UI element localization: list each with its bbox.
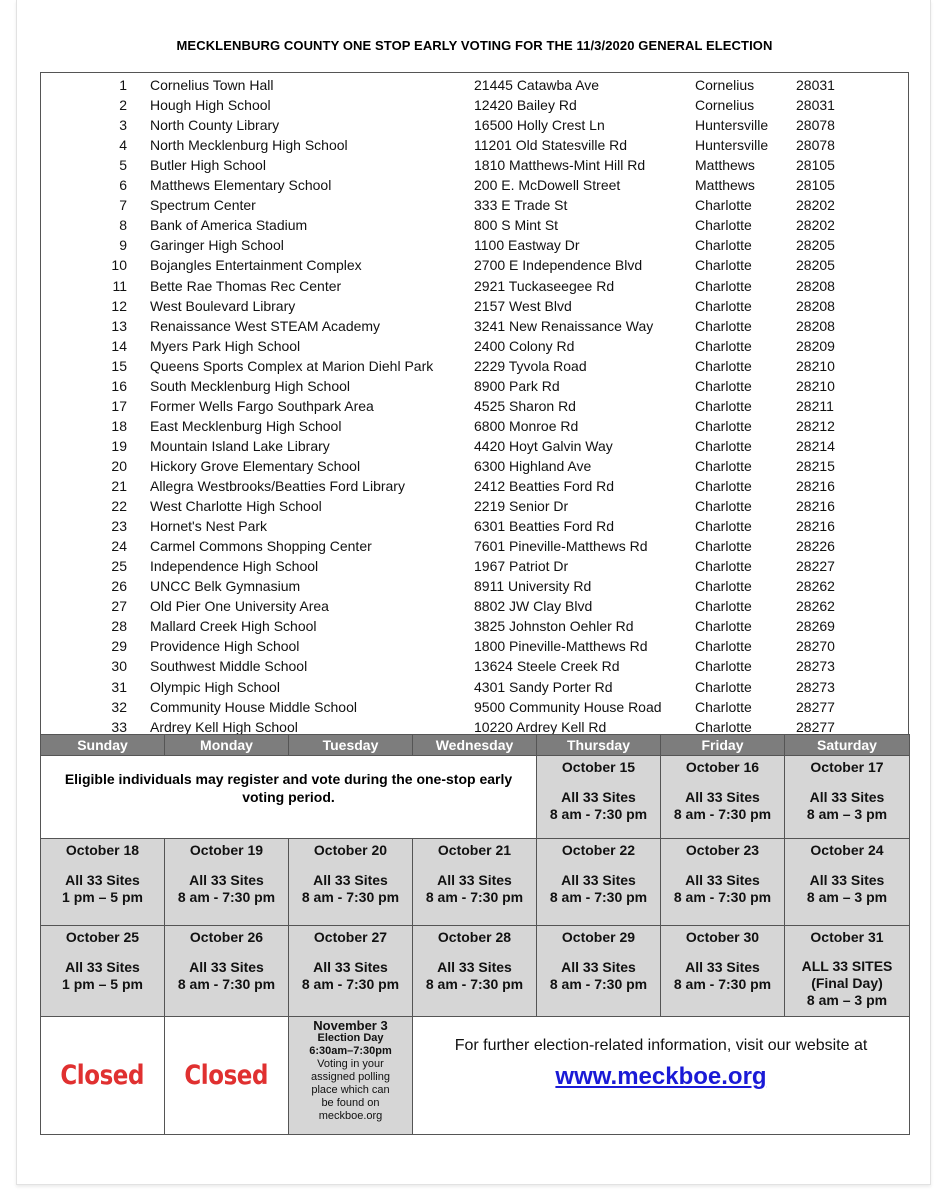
day-date: October 25 (65, 929, 140, 945)
site-row (41, 656, 908, 676)
site-row (41, 135, 908, 155)
site-name: Bette Rae Thomas Rec Center (150, 277, 342, 294)
site-city: Charlotte (695, 578, 752, 595)
site-zip: 28269 (796, 618, 835, 635)
closed-day-cell (165, 1017, 289, 1135)
site-name: Hickory Grove Elementary School (150, 457, 361, 474)
site-number: 27 (111, 598, 127, 615)
site-address: 6300 Highland Ave (474, 457, 592, 474)
site-zip: 28262 (796, 598, 835, 615)
calendar-day-cell (165, 839, 289, 926)
site-address: 13624 Steele Creek Rd (474, 658, 620, 675)
day-date: October 31 (810, 929, 884, 945)
site-zip: 28277 (796, 718, 835, 735)
site-city: Charlotte (695, 217, 752, 234)
site-zip: 28214 (796, 437, 835, 454)
day-sites: All 33 Sites (561, 789, 636, 805)
day-hours: 8 am - 7:30 pm (673, 806, 772, 822)
site-city: Charlotte (695, 457, 752, 474)
day-sites: All 33 Sites (809, 789, 885, 805)
site-city: Charlotte (695, 377, 752, 394)
site-number: 10 (111, 257, 127, 274)
day-sites: All 33 Sites (65, 959, 140, 975)
site-zip: 28202 (796, 197, 835, 214)
site-city: Charlotte (695, 478, 752, 494)
site-city: Charlotte (695, 337, 752, 354)
site-city: Charlotte (695, 317, 752, 334)
calendar-day-cell (413, 926, 537, 1017)
calendar-week-row (41, 926, 910, 1017)
calendar-week-row (41, 1017, 910, 1135)
site-name: Garinger High School (150, 237, 284, 254)
site-row (41, 215, 908, 235)
election-day-date: November 3 (313, 1018, 388, 1033)
day-date: October 20 (313, 842, 388, 858)
site-name: Carmel Commons Shopping Center (150, 538, 372, 555)
site-zip: 28105 (796, 177, 835, 194)
info-cell (413, 1017, 910, 1135)
site-address: 12420 Bailey Rd (474, 97, 577, 114)
site-row (41, 336, 908, 356)
day-extra: (Final Day) (811, 975, 883, 991)
site-number: 33 (111, 718, 127, 735)
site-city: Huntersville (695, 137, 769, 154)
site-zip: 28078 (796, 117, 835, 134)
day-hours: 8 am - 7:30 pm (301, 889, 400, 905)
site-address: 2229 Tyvola Road (474, 357, 587, 374)
site-name: Ardrey Kell High School (150, 718, 298, 735)
site-number: 23 (111, 518, 127, 535)
day-header: Friday (661, 735, 785, 756)
day-hours: 1 pm – 5 pm (62, 976, 143, 992)
site-address: 21445 Catawba Ave (474, 77, 600, 93)
site-name: Queens Sports Complex at Marion Diehl Park (150, 357, 434, 374)
site-name: Myers Park High School (150, 337, 301, 354)
site-zip: 28216 (796, 518, 835, 535)
site-number: 25 (111, 558, 127, 575)
site-number: 12 (111, 297, 127, 314)
site-number: 3 (119, 117, 127, 134)
site-address: 8802 JW Clay Blvd (474, 598, 593, 615)
day-sites: All 33 Sites (65, 872, 140, 888)
site-number: 1 (119, 77, 127, 93)
day-header-row (41, 735, 910, 756)
day-date: October 19 (189, 842, 264, 858)
calendar-week-row (41, 756, 910, 839)
day-sites: All 33 Sites (437, 959, 512, 975)
day-sites: All 33 Sites (685, 872, 760, 888)
site-city: Charlotte (695, 277, 752, 294)
site-city: Charlotte (695, 397, 752, 414)
calendar-day-cell (165, 926, 289, 1017)
site-number: 30 (111, 658, 127, 675)
site-zip: 28031 (796, 97, 835, 114)
site-zip: 28208 (796, 277, 835, 294)
day-hours: 8 am - 7:30 pm (549, 976, 648, 992)
site-address: 4420 Hoyt Galvin Way (474, 437, 613, 454)
calendar-day-cell (537, 926, 661, 1017)
day-hours: 8 am - 7:30 pm (301, 976, 400, 992)
site-row (41, 576, 908, 596)
site-row (41, 697, 908, 717)
site-name: Bank of America Stadium (150, 217, 308, 234)
site-address: 2700 E Independence Blvd (474, 257, 643, 274)
day-sites: All 33 Sites (561, 872, 636, 888)
day-hours: 8 am - 7:30 pm (177, 889, 276, 905)
site-number: 26 (111, 578, 127, 595)
early-voting-calendar (40, 734, 910, 1135)
day-sites: All 33 Sites (809, 872, 885, 888)
site-address: 3241 New Renaissance Way (474, 317, 654, 334)
site-zip: 28273 (796, 678, 835, 695)
site-address: 11201 Old Statesville Rd (474, 137, 628, 154)
site-name: Olympic High School (150, 678, 280, 695)
calendar-week-row (41, 839, 910, 926)
site-address: 1100 Eastway Dr (474, 237, 580, 254)
site-name: Old Pier One University Area (150, 598, 329, 615)
site-number: 28 (111, 618, 127, 635)
site-name: Cornelius Town Hall (150, 77, 274, 93)
site-address: 2157 West Blvd (474, 297, 572, 314)
site-number: 4 (119, 137, 127, 154)
site-zip: 28215 (796, 457, 835, 474)
site-row (41, 496, 908, 516)
calendar-day-cell (785, 756, 910, 839)
site-address: 9500 Community House Road (474, 698, 662, 715)
election-day-note: Voting in your assigned polling place which can be found on meckboe.org (311, 1058, 390, 1122)
day-hours: 8 am - 7:30 pm (425, 976, 524, 992)
site-name: North Mecklenburg High School (150, 137, 348, 154)
day-sites: ALL 33 SITES (801, 958, 893, 974)
site-city: Charlotte (695, 197, 752, 214)
site-address: 10220 Ardrey Kell Rd (474, 718, 607, 735)
site-zip: 28210 (796, 377, 835, 394)
site-address: 1800 Pineville-Matthews Rd (474, 638, 648, 655)
site-number: 7 (119, 197, 127, 214)
site-city: Charlotte (695, 417, 752, 434)
site-number: 21 (111, 478, 127, 494)
site-name: West Charlotte High School (150, 498, 322, 515)
site-row (41, 516, 908, 536)
day-sites: All 33 Sites (189, 959, 264, 975)
day-hours: 8 am – 3 pm (806, 992, 888, 1008)
site-row (41, 155, 908, 175)
site-name: Mountain Island Lake Library (150, 437, 330, 454)
day-sites: All 33 Sites (313, 959, 388, 975)
website-link[interactable]: www.meckboe.org (555, 1063, 767, 1090)
calendar-day-cell (661, 839, 785, 926)
site-name: Southwest Middle School (150, 658, 308, 675)
site-city: Charlotte (695, 498, 752, 515)
day-hours: 8 am - 7:30 pm (549, 806, 648, 822)
day-sites: All 33 Sites (437, 872, 512, 888)
site-city: Charlotte (695, 257, 752, 274)
site-city: Charlotte (695, 618, 752, 635)
day-date: October 21 (437, 842, 512, 858)
site-row (41, 175, 908, 195)
site-number: 16 (111, 377, 127, 394)
calendar-day-cell (289, 839, 413, 926)
site-name: Bojangles Entertainment Complex (150, 257, 362, 274)
site-zip: 28216 (796, 498, 835, 515)
calendar-day-cell (785, 926, 910, 1017)
site-address: 16500 Holly Crest Ln (474, 117, 605, 134)
site-zip: 28205 (796, 237, 835, 254)
site-address: 6301 Beatties Ford Rd (474, 518, 615, 535)
site-city: Charlotte (695, 297, 752, 314)
site-row (41, 316, 908, 336)
site-zip: 28031 (796, 77, 835, 93)
site-city: Matthews (695, 177, 755, 194)
site-zip: 28208 (796, 297, 835, 314)
site-row (41, 75, 908, 95)
site-row (41, 556, 908, 576)
day-header: Monday (165, 735, 289, 756)
calendar-day-cell (413, 839, 537, 926)
day-date: October 16 (685, 759, 760, 775)
site-number: 29 (111, 638, 127, 655)
site-city: Charlotte (695, 658, 752, 675)
site-city: Charlotte (695, 698, 752, 715)
day-header: Sunday (41, 735, 165, 756)
site-name: Mallard Creek High School (150, 618, 317, 635)
site-city: Cornelius (695, 77, 755, 93)
site-zip: 28227 (796, 558, 835, 575)
site-address: 200 E. McDowell Street (474, 177, 621, 194)
site-zip: 28277 (796, 698, 835, 715)
site-number: 2 (119, 97, 127, 114)
site-row (41, 255, 908, 275)
site-number: 14 (111, 337, 127, 354)
calendar-day-cell (661, 756, 785, 839)
calendar-day-cell (537, 756, 661, 839)
site-zip: 28202 (796, 217, 835, 234)
day-hours: 1 pm – 5 pm (62, 889, 143, 905)
site-name: Matthews Elementary School (150, 177, 332, 194)
day-date: October 26 (189, 929, 264, 945)
site-number: 11 (112, 277, 127, 294)
site-number: 15 (111, 357, 127, 374)
site-row (41, 616, 908, 636)
day-header: Thursday (537, 735, 661, 756)
site-city: Charlotte (695, 638, 752, 655)
site-name: Community House Middle School (150, 698, 357, 715)
site-city: Charlotte (695, 558, 752, 575)
site-row (41, 396, 908, 416)
day-date: October 17 (810, 759, 884, 775)
site-row (41, 536, 908, 556)
day-sites: All 33 Sites (685, 789, 760, 805)
site-city: Huntersville (695, 117, 769, 134)
site-number: 8 (119, 217, 127, 234)
day-sites: All 33 Sites (561, 959, 636, 975)
site-city: Charlotte (695, 357, 752, 374)
site-number: 17 (111, 397, 127, 414)
site-number: 18 (111, 417, 127, 434)
site-zip: 28270 (796, 638, 835, 655)
site-zip: 28078 (796, 137, 835, 154)
site-name: UNCC Belk Gymnasium (150, 578, 301, 595)
site-name: Providence High School (150, 638, 300, 655)
voting-sites-list (40, 72, 909, 735)
site-city: Charlotte (695, 518, 752, 535)
day-header: Saturday (785, 735, 910, 756)
site-address: 333 E Trade St (474, 197, 568, 214)
site-name: North County Library (150, 117, 280, 134)
site-row (41, 356, 908, 376)
day-header: Tuesday (289, 735, 413, 756)
election-day-label: Election Day (317, 1032, 384, 1044)
day-date: October 28 (437, 929, 512, 945)
closed-label: Closed (184, 1060, 269, 1091)
election-day-cell (289, 1017, 413, 1135)
site-row (41, 276, 908, 296)
calendar-day-cell (537, 839, 661, 926)
site-zip: 28216 (796, 478, 835, 494)
calendar-day-cell (661, 926, 785, 1017)
day-sites: All 33 Sites (313, 872, 388, 888)
day-date: October 29 (561, 929, 636, 945)
site-row (41, 636, 908, 656)
site-number: 9 (119, 237, 127, 254)
site-address: 2921 Tuckaseegee Rd (474, 277, 615, 294)
site-zip: 28212 (796, 417, 835, 434)
site-row (41, 235, 908, 255)
site-address: 2219 Senior Dr (474, 498, 569, 515)
calendar-day-cell (785, 839, 910, 926)
site-number: 20 (111, 457, 127, 474)
site-name: East Mecklenburg High School (150, 417, 342, 434)
site-zip: 28208 (796, 317, 835, 334)
site-address: 1810 Matthews-Mint Hill Rd (474, 157, 646, 174)
site-address: 1967 Patriot Dr (474, 558, 569, 575)
site-zip: 28226 (796, 538, 835, 555)
site-address: 800 S Mint St (474, 217, 559, 234)
day-sites: All 33 Sites (189, 872, 264, 888)
election-day-hours: 6:30am–7:30pm (309, 1045, 392, 1057)
site-row (41, 436, 908, 456)
day-hours: 8 am - 7:30 pm (177, 976, 276, 992)
site-number: 19 (111, 437, 127, 454)
day-hours: 8 am - 7:30 pm (549, 889, 648, 905)
site-name: Spectrum Center (150, 197, 256, 214)
site-row (41, 677, 908, 697)
site-row (41, 476, 908, 496)
closed-label: Closed (60, 1060, 145, 1091)
day-hours: 8 am - 7:30 pm (673, 889, 772, 905)
site-zip: 28262 (796, 578, 835, 595)
site-row (41, 296, 908, 316)
site-zip: 28210 (796, 357, 835, 374)
site-name: Hough High School (150, 97, 271, 114)
day-header: Wednesday (413, 735, 537, 756)
site-number: 31 (111, 678, 127, 695)
site-zip: 28205 (796, 257, 835, 274)
day-date: October 30 (685, 929, 760, 945)
site-row (41, 95, 908, 115)
eligibility-note: Eligible individuals may register and vote during the one-stop early voting period. (41, 756, 537, 839)
site-zip: 28105 (796, 157, 835, 174)
site-address: 3825 Johnston Oehler Rd (474, 618, 634, 635)
site-row (41, 376, 908, 396)
site-name: Former Wells Fargo Southpark Area (150, 397, 374, 414)
site-name: Allegra Westbrooks/Beatties Ford Library (150, 478, 405, 494)
site-name: Renaissance West STEAM Academy (150, 317, 381, 334)
site-zip: 28209 (796, 337, 835, 354)
document-title: MECKLENBURG COUNTY ONE STOP EARLY VOTING FOR THE 11/3/2020 GENERAL ELECTION (176, 38, 773, 53)
site-city: Matthews (695, 157, 755, 174)
site-row (41, 456, 908, 476)
site-name: Hornet's Nest Park (150, 518, 268, 535)
site-zip: 28211 (796, 397, 834, 414)
site-row (41, 416, 908, 436)
site-address: 6800 Monroe Rd (474, 417, 579, 434)
site-address: 2412 Beatties Ford Rd (474, 478, 615, 494)
site-row (41, 115, 908, 135)
day-date: October 22 (561, 842, 636, 858)
site-number: 5 (119, 157, 127, 174)
site-number: 6 (119, 177, 127, 194)
site-name: Butler High School (150, 157, 266, 174)
day-hours: 8 am – 3 pm (806, 806, 888, 822)
day-date: October 18 (65, 842, 140, 858)
site-address: 8900 Park Rd (474, 377, 560, 394)
site-row (41, 596, 908, 616)
site-row (41, 195, 908, 215)
day-hours: 8 am – 3 pm (806, 889, 888, 905)
info-text: For further election-related information, visit our website at (454, 1037, 868, 1054)
site-name: West Boulevard Library (150, 297, 296, 314)
site-name: Independence High School (150, 558, 319, 575)
site-address: 7601 Pineville-Matthews Rd (474, 538, 648, 555)
day-date: October 27 (313, 929, 388, 945)
site-city: Charlotte (695, 678, 752, 695)
site-city: Charlotte (695, 718, 752, 735)
site-address: 2400 Colony Rd (474, 337, 575, 354)
site-number: 32 (111, 698, 127, 715)
site-number: 13 (111, 317, 127, 334)
day-date: October 23 (685, 842, 760, 858)
site-city: Charlotte (695, 437, 752, 454)
site-address: 8911 University Rd (474, 578, 592, 595)
calendar-day-cell (41, 926, 165, 1017)
site-city: Charlotte (695, 598, 752, 615)
calendar-day-cell (41, 839, 165, 926)
site-address: 4525 Sharon Rd (474, 397, 576, 414)
site-city: Cornelius (695, 97, 755, 114)
site-zip: 28273 (796, 658, 835, 675)
site-number: 24 (111, 538, 127, 555)
site-number: 22 (111, 498, 127, 515)
site-city: Charlotte (695, 237, 752, 254)
day-date: October 24 (810, 842, 884, 858)
closed-day-cell (41, 1017, 165, 1135)
site-address: 4301 Sandy Porter Rd (474, 678, 613, 695)
day-sites: All 33 Sites (685, 959, 760, 975)
site-name: South Mecklenburg High School (150, 377, 351, 394)
calendar-day-cell (289, 926, 413, 1017)
site-city: Charlotte (695, 538, 752, 555)
day-hours: 8 am - 7:30 pm (673, 976, 772, 992)
day-hours: 8 am - 7:30 pm (425, 889, 524, 905)
day-date: October 15 (561, 759, 636, 775)
